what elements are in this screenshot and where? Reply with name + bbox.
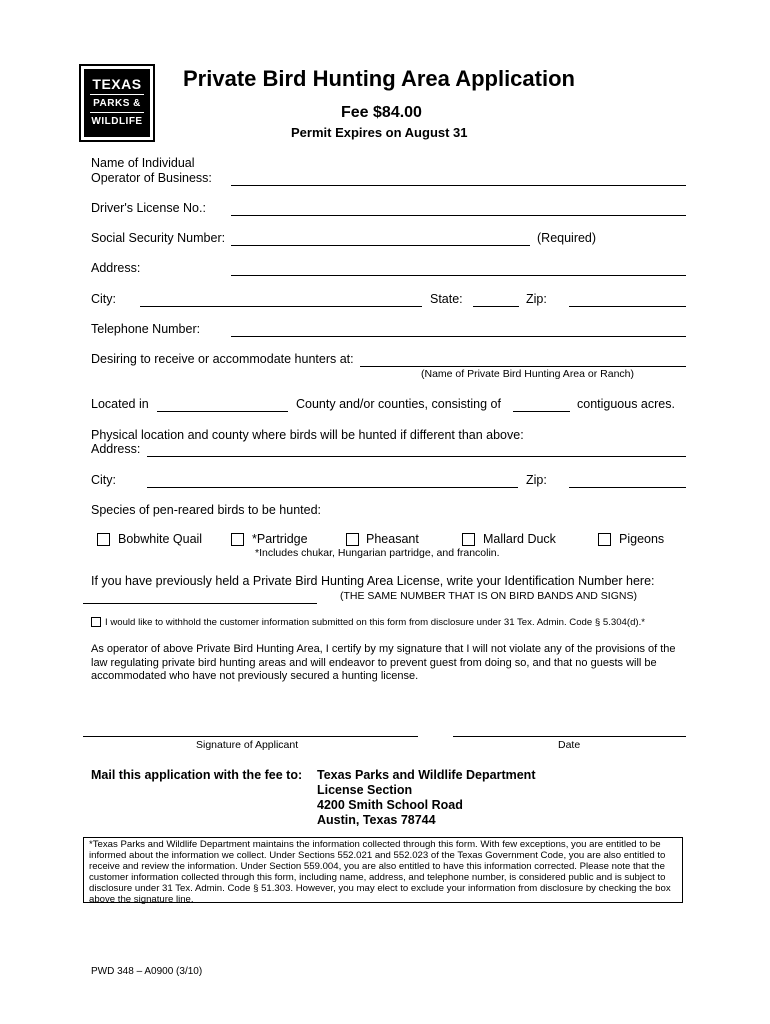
privacy-notice-box: [83, 837, 683, 903]
applicant-signature-field[interactable]: [83, 736, 418, 737]
area-name-field[interactable]: [360, 366, 686, 367]
pheasant-checkbox[interactable]: [346, 533, 359, 546]
address-label: Address:: [91, 261, 141, 275]
logo-parks: PARKS &: [93, 98, 141, 109]
mail-address-line2: License Section: [317, 783, 413, 797]
logo-texas: TEXAS: [92, 76, 142, 92]
tpwd-logo: [79, 64, 155, 142]
county-consisting-label: County and/or counties, consisting of: [296, 397, 501, 411]
logo-wildlife: WILDLIFE: [91, 116, 143, 127]
hunt-zip-field[interactable]: [569, 487, 686, 488]
state-label: State:: [430, 292, 463, 306]
area-name-hint: (Name of Private Bird Hunting Area or Ranch): [421, 368, 635, 380]
form-number: PWD 348 – A0900 (3/10): [91, 966, 203, 977]
zip-field[interactable]: [569, 306, 686, 307]
county-field[interactable]: [157, 411, 288, 412]
name-label-line1: Name of Individual: [91, 156, 195, 170]
signature-label: Signature of Applicant: [196, 739, 299, 751]
telephone-label: Telephone Number:: [91, 322, 201, 336]
logo-badge: [84, 69, 150, 137]
fee-amount: Fee $84.00: [341, 104, 422, 121]
logo-divider: [90, 94, 144, 95]
license-id-question: If you have previously held a Private Bird Hunting Area License, write your Identification Number here:: [91, 574, 655, 588]
operator-name-field[interactable]: [231, 185, 686, 186]
ssn-field[interactable]: [231, 245, 530, 246]
address-field[interactable]: [231, 275, 686, 276]
logo-divider: [90, 112, 144, 113]
withhold-disclosure-checkbox[interactable]: [91, 617, 101, 627]
city-field[interactable]: [140, 306, 422, 307]
mail-address-line4: Austin, Texas 78744: [317, 813, 436, 827]
bobwhite-quail-label: Bobwhite Quail: [118, 532, 203, 546]
partridge-checkbox[interactable]: [231, 533, 244, 546]
mail-instructions-label: Mail this application with the fee to:: [91, 768, 303, 782]
permit-expiry: Permit Expires on August 31: [291, 125, 468, 140]
certification-statement: As operator of above Private Bird Hunting Area, I certify by my signature that I will not violate any of the provisions of the law regulating private bird hunting areas and will endeavor to prevent guest from doing so, and that no guests will be accommodated who have not previously secured a hunting license.: [91, 643, 676, 682]
partridge-footnote: *Includes chukar, Hungarian partridge, and francolin.: [255, 547, 500, 559]
bobwhite-quail-checkbox[interactable]: [97, 533, 110, 546]
hunt-address-label: Address:: [91, 442, 141, 456]
privacy-notice-text: *Texas Parks and Wildlife Department maintains the information collected through this form. With few exceptions, you are entitled to be informed about the information we collect. Under Sections 552.021 and 552.023 of the Texas Government Code, you are also entitled to receive and review the information. Under Section 559.004, you are also entitled to have this information corrected. Please note that the customer information collected through this form, including name, address, and telephone number, is considered public and is subject to disclosure under 31 Tex. Admin. Code § 51.303. However, you may elect to exclude your information from disclosure by checking the box above the signature line.: [89, 839, 671, 905]
hunt-zip-label: Zip:: [526, 473, 547, 487]
zip-label: Zip:: [526, 292, 547, 306]
date-label: Date: [558, 739, 581, 751]
mail-address-line3: 4200 Smith School Road: [317, 798, 463, 812]
license-id-field[interactable]: [83, 603, 317, 604]
mallard-duck-checkbox[interactable]: [462, 533, 475, 546]
drivers-license-label: Driver's License No.:: [91, 201, 206, 215]
page-title: Private Bird Hunting Area Application: [183, 66, 575, 91]
contiguous-acres-label: contiguous acres.: [577, 397, 675, 411]
telephone-field[interactable]: [231, 336, 686, 337]
partridge-label: *Partridge: [252, 532, 308, 546]
hunt-address-field[interactable]: [147, 456, 686, 457]
mail-address-line1: Texas Parks and Wildlife Department: [317, 768, 536, 782]
pigeons-checkbox[interactable]: [598, 533, 611, 546]
license-id-hint: (THE SAME NUMBER THAT IS ON BIRD BANDS AND SIGNS): [340, 590, 637, 602]
hunt-city-field[interactable]: [147, 487, 518, 488]
drivers-license-field[interactable]: [231, 215, 686, 216]
ssn-required-note: (Required): [537, 231, 597, 245]
ssn-label: Social Security Number:: [91, 231, 226, 245]
located-in-label: Located in: [91, 397, 149, 411]
acres-field[interactable]: [513, 411, 570, 412]
withhold-disclosure-label: I would like to withhold the customer information submitted on this form from disclosure under 31 Tex. Admin. Code § 5.304(d).*: [105, 617, 646, 628]
pheasant-label: Pheasant: [366, 532, 419, 546]
mallard-duck-label: Mallard Duck: [483, 532, 556, 546]
area-name-label: Desiring to receive or accommodate hunters at:: [91, 352, 354, 366]
species-label: Species of pen-reared birds to be hunted:: [91, 503, 322, 517]
city-label: City:: [91, 292, 116, 306]
hunt-city-label: City:: [91, 473, 116, 487]
physical-location-label: Physical location and county where birds will be hunted if different than above:: [91, 428, 524, 442]
state-field[interactable]: [473, 306, 519, 307]
pigeons-label: Pigeons: [619, 532, 665, 546]
name-label-line2: Operator of Business:: [91, 171, 212, 185]
date-field[interactable]: [453, 736, 686, 737]
